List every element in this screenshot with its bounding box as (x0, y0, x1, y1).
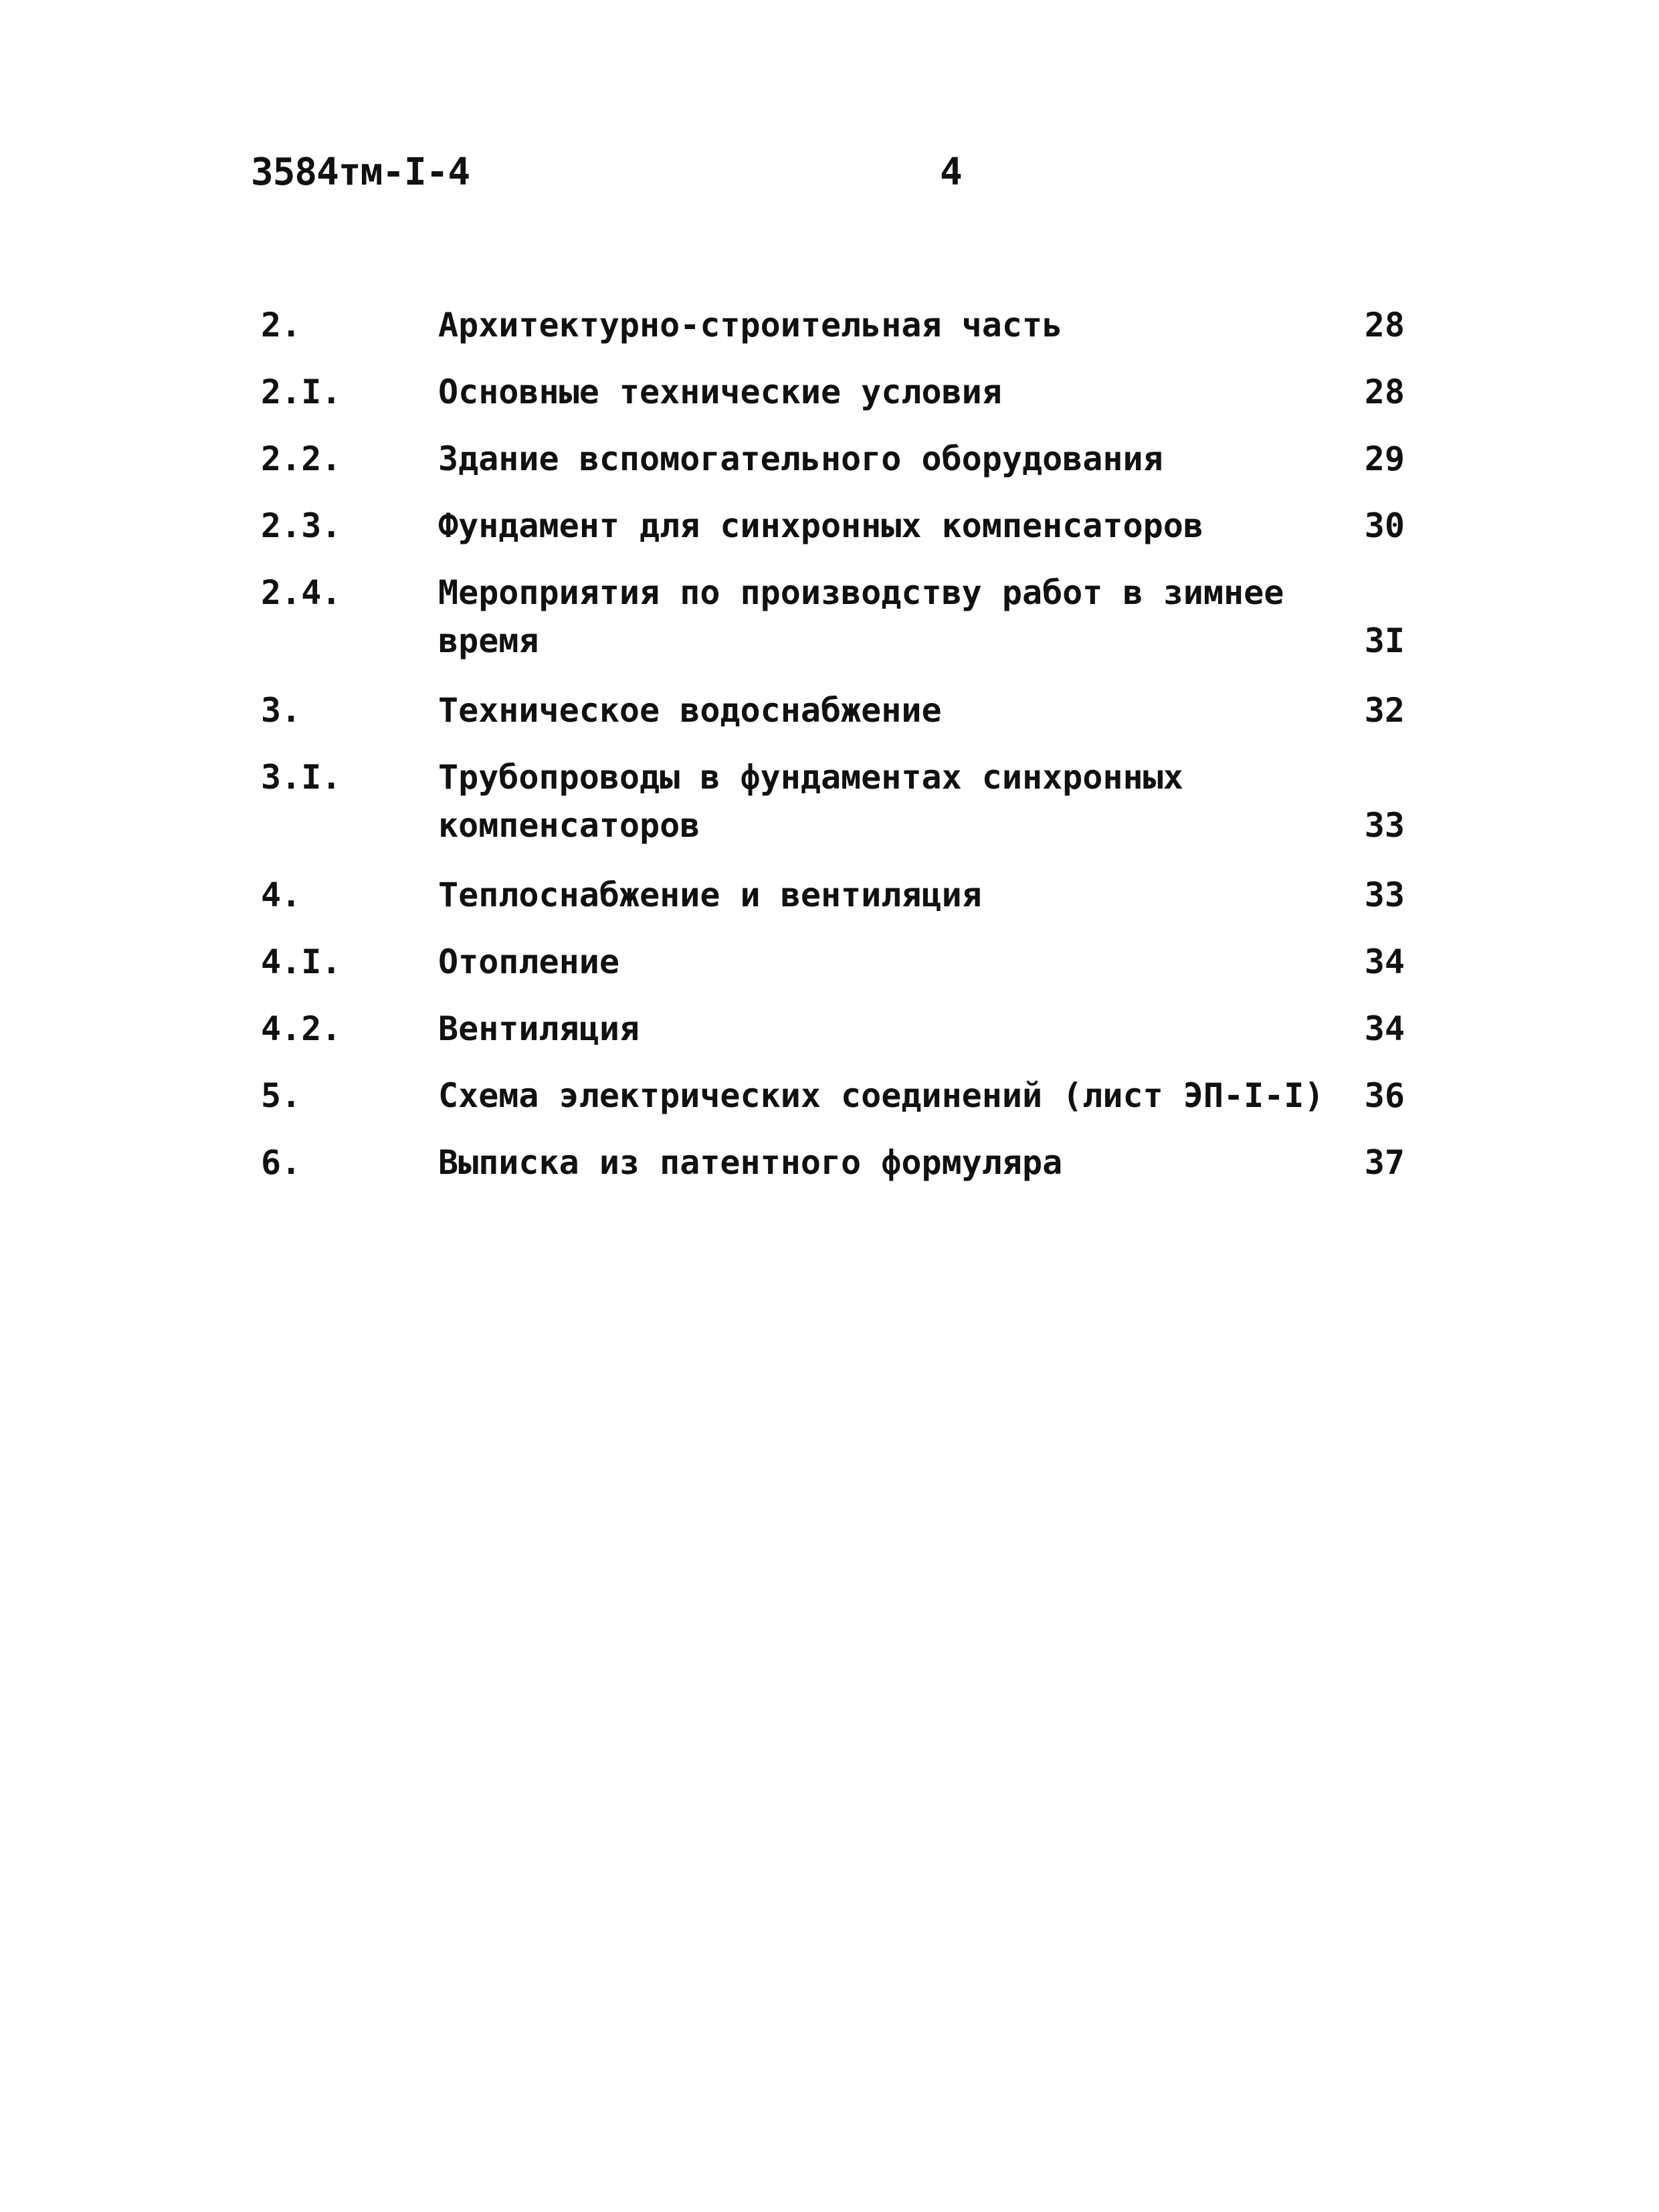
toc-page-number: 28 (1364, 306, 1405, 344)
toc-section-title: Архитектурно-строительная часть (438, 306, 1063, 344)
toc-row (261, 368, 1438, 435)
toc-section-number: 2. (261, 306, 302, 344)
toc-row (261, 871, 1438, 938)
toc-row (261, 938, 1438, 1005)
toc-section-number: 3. (261, 691, 302, 730)
toc-section-number: 3.I. (261, 758, 342, 797)
toc-page-number: 33 (1364, 876, 1405, 914)
toc-section-title: Выписка из патентного формуляра (438, 1143, 1063, 1182)
toc-page-number: 34 (1364, 942, 1405, 981)
toc-section-number: 2.2. (261, 439, 342, 478)
toc-page-number: 32 (1364, 691, 1405, 730)
toc-row (261, 753, 1438, 871)
toc-section-number: 4. (261, 876, 302, 914)
toc-section-number: 4.I. (261, 942, 342, 981)
toc-row (261, 1005, 1438, 1072)
toc-section-title: Фундамент для синхронных компенсаторов (438, 506, 1203, 545)
toc-page-number: 28 (1364, 373, 1405, 411)
toc-section-title: Здание вспомогательного оборудования (438, 439, 1163, 478)
toc-row (261, 1138, 1438, 1205)
toc-section-number: 5. (261, 1076, 302, 1115)
toc-section-number: 6. (261, 1143, 302, 1182)
toc-section-title: Мероприятия по производству работ в зимнее время (438, 573, 1284, 660)
toc-section-number: 2.4. (261, 573, 342, 612)
toc-row (261, 301, 1438, 368)
toc-page-number: 29 (1364, 439, 1405, 478)
toc-section-title: Трубопроводы в фундаментах синхронных компенсаторов (438, 758, 1183, 845)
toc-page-number: 34 (1364, 1009, 1405, 1048)
toc-section-title: Техническое водоснабжение (438, 691, 942, 730)
toc-section-title: Теплоснабжение и вентиляция (438, 876, 982, 914)
toc-page-number: 30 (1364, 506, 1405, 545)
toc-page-number: 3I (1364, 621, 1405, 660)
document-code: 3584тм-I-4 (251, 150, 470, 194)
toc-section-title: Основные технические условия (438, 373, 1002, 411)
toc-page-number: 33 (1364, 806, 1405, 845)
toc-section-number: 2.I. (261, 373, 342, 411)
toc-section-title: Вентиляция (438, 1009, 640, 1048)
page-number: 4 (940, 150, 963, 194)
toc-row (261, 569, 1438, 686)
toc-section-number: 2.3. (261, 506, 342, 545)
toc-section-title: Отопление (438, 942, 619, 981)
toc-page-number: 36 (1364, 1076, 1405, 1115)
toc-row (261, 686, 1438, 753)
toc-row (261, 502, 1438, 569)
toc-section-title: Схема электрических соединений (лист ЭП-I-I) (438, 1076, 1325, 1115)
table-of-contents (261, 301, 1438, 1205)
toc-row (261, 435, 1438, 502)
toc-row (261, 1072, 1438, 1138)
toc-page-number: 37 (1364, 1143, 1405, 1182)
toc-section-number: 4.2. (261, 1009, 342, 1048)
